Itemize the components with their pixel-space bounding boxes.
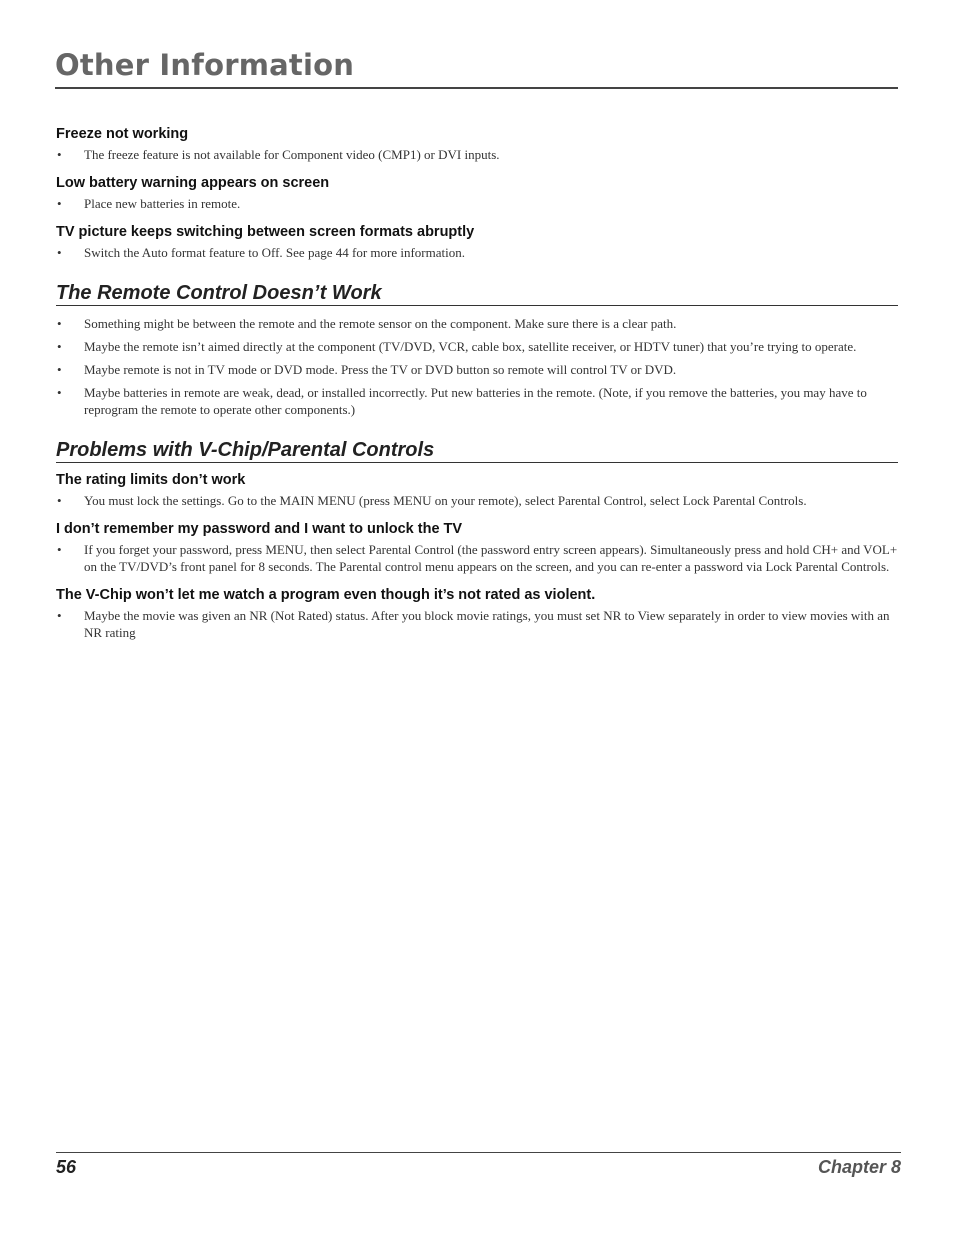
bullet-item: • Maybe the remote isn’t aimed directly at the component (TV/DVD, VCR, cable box, satellite receiver, or HDTV tuner) that you’re trying to operate. bbox=[56, 338, 898, 355]
bullet-item: • If you forget your password, press MENU, then select Parental Control (the password entry screen appears). Simultaneously press and hold CH+ and VOL+ on the TV/DVD’s front panel for 8 seconds. The Parental control menu appears on the screen, and you can re-enter a password via Lock Parental Controls. bbox=[56, 541, 898, 575]
item-heading: The rating limits don’t work bbox=[56, 472, 246, 488]
bullet-item: • The freeze feature is not available for Component video (CMP1) or DVI inputs. bbox=[56, 146, 898, 163]
troubleshoot-item-freeze bbox=[56, 126, 898, 163]
title-divider bbox=[55, 87, 898, 89]
troubleshoot-item-password bbox=[56, 521, 898, 575]
bullet-item: • Switch the Auto format feature to Off. See page 44 for more information. bbox=[56, 244, 898, 261]
bullet-list bbox=[56, 195, 898, 212]
bullet-list bbox=[56, 492, 898, 509]
bullet-item: • Maybe the movie was given an NR (Not Rated) status. After you block movie ratings, you must set NR to View separately in order to view movies with an NR rating bbox=[56, 607, 898, 641]
troubleshoot-item-vchip-block bbox=[56, 587, 898, 641]
item-heading: Low battery warning appears on screen bbox=[56, 175, 330, 191]
section-heading-vchip: Problems with V-Chip/Parental Controls bbox=[56, 438, 898, 463]
bullet-list bbox=[56, 244, 898, 261]
footer-divider bbox=[56, 1152, 901, 1153]
section-heading-remote: The Remote Control Doesn’t Work bbox=[56, 281, 898, 306]
bullet-list bbox=[56, 541, 898, 575]
bullet-item: • You must lock the settings. Go to the MAIN MENU (press MENU on your remote), select Parental Control, select Lock Parental Controls. bbox=[56, 492, 898, 509]
troubleshoot-item-format bbox=[56, 224, 898, 261]
bullet-item: • Maybe batteries in remote are weak, dead, or installed incorrectly. Put new batteries in the remote. (Note, if you remove the batteries, you may have to reprogram the remote to operate other components.) bbox=[56, 384, 898, 418]
item-heading: Freeze not working bbox=[56, 126, 189, 142]
page-content bbox=[56, 126, 898, 653]
bullet-item: • Place new batteries in remote. bbox=[56, 195, 898, 212]
item-heading: I don’t remember my password and I want to unlock the TV bbox=[56, 521, 463, 537]
troubleshoot-item-battery bbox=[56, 175, 898, 212]
bullet-list bbox=[56, 146, 898, 163]
remote-bullet-list bbox=[56, 315, 898, 418]
page-title: Other Information bbox=[55, 48, 355, 82]
bullet-list bbox=[56, 607, 898, 641]
bullet-item: • Something might be between the remote and the remote sensor on the component. Make sure there is a clear path. bbox=[56, 315, 898, 332]
page-number: 56 bbox=[56, 1157, 77, 1177]
item-heading: The V-Chip won’t let me watch a program even though it’s not rated as violent. bbox=[56, 587, 596, 603]
item-heading: TV picture keeps switching between screen formats abruptly bbox=[56, 224, 475, 240]
chapter-label: Chapter 8 bbox=[817, 1157, 901, 1177]
bullet-item: • Maybe remote is not in TV mode or DVD mode. Press the TV or DVD button so remote will control TV or DVD. bbox=[56, 361, 898, 378]
troubleshoot-item-rating-limits bbox=[56, 472, 898, 509]
